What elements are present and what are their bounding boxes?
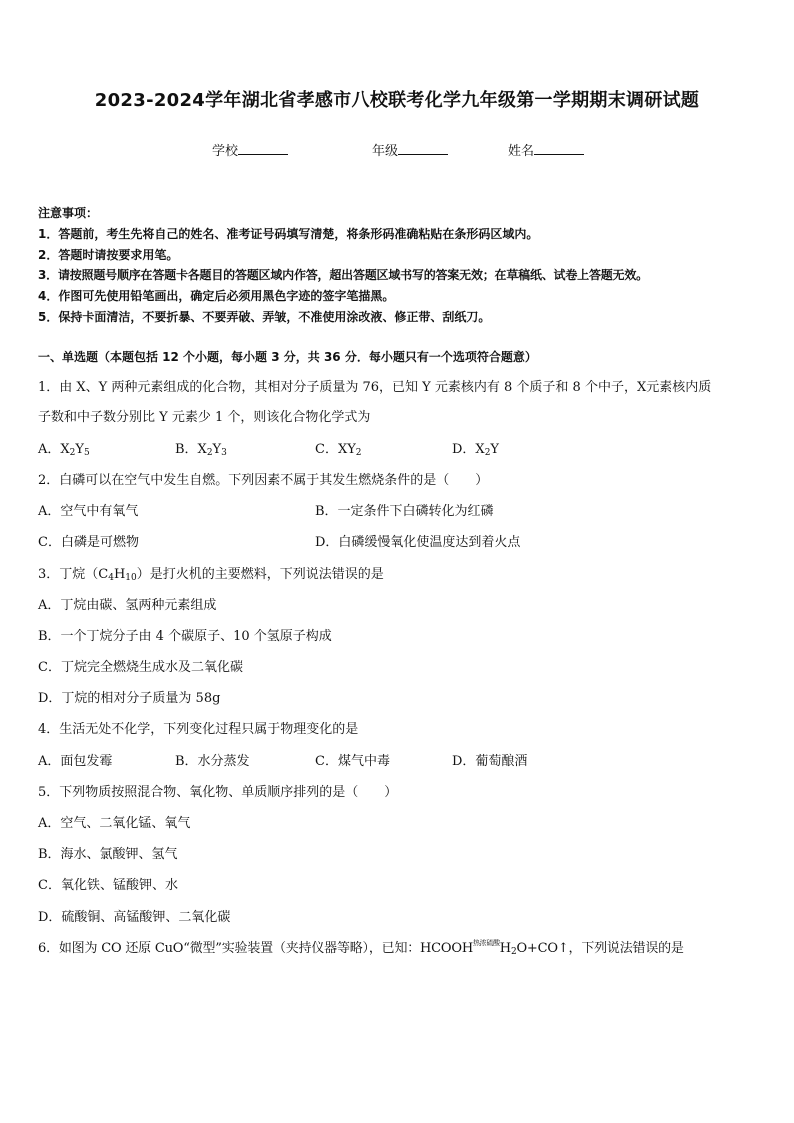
note-item: 1．答题前，考生先将自己的姓名、准考证号码填写清楚，将条形码准确粘贴在条形码区域内。 [38,227,539,241]
question-1-stem-cont: 子数和中子数分别比 Y 元素少 1 个，则该化合物化学式为 [38,410,371,425]
q2-option-a[interactable]: A．空气中有氧气 [38,504,139,519]
note-item: 3．请按照题号顺序在答题卡各题目的答题区域内作答，超出答题区域书写的答案无效；在草稿纸、试卷上答题无效。 [38,268,648,282]
question-6-stem: 6．如图为 CO 还原 CuO“微型”实验装置（夹持仪器等略），已知：$HCOOH^{热浓硫酸}H_2O+CO↑$，下列说法错误的是 [38,939,684,957]
grade-blank[interactable] [398,142,448,155]
q4-option-b[interactable]: B．水分蒸发 [175,754,250,769]
note-item: 2．答题时请按要求用笔。 [38,248,179,262]
q3-option-a[interactable]: A．丁烷由碳、氢两种元素组成 [38,598,217,613]
school-blank[interactable] [238,142,288,155]
section-heading: 一、单选题（本题包括 12 个小题，每小题 3 分，共 36 分．每小题只有一个选项符合题意） [38,350,537,364]
question-2-stem: 2．白磷可以在空气中发生自燃。下列因素不属于其发生燃烧条件的是（ ） [38,473,489,488]
q2-option-b[interactable]: B．一定条件下白磷转化为红磷 [315,504,494,519]
q3-option-d[interactable]: D．丁烷的相对分子质量为 58g [38,691,221,706]
q1-option-b[interactable]: B．$X_2Y_3$ [175,442,227,458]
name-label: 姓名 [508,144,535,159]
question-5-stem: 5．下列物质按照混合物、氧化物、单质顺序排列的是（ ） [38,785,398,800]
q4-option-d[interactable]: D．葡萄酿酒 [452,754,528,769]
q5-option-a[interactable]: A．空气、二氧化锰、氧气 [38,816,191,831]
school-label: 学校 [212,144,239,159]
q1-option-d[interactable]: D．$X_2Y$ [452,442,500,458]
q1-option-a[interactable]: A．$X_2Y_5$ [38,442,90,458]
grade-field[interactable] [372,140,448,159]
q5-option-c[interactable]: C．氧化铁、锰酸钾、水 [38,878,178,893]
question-3-stem: 3．丁烷$(C_4H_{10})$是打火机的主要燃料，下列说法错误的是 [38,567,384,583]
note-item: 5．保持卡面清洁，不要折暴、不要弄破、弄皱，不准使用涂改液、修正带、刮纸刀。 [38,310,491,324]
notes-title: 注意事项： [38,206,99,220]
q3-option-c[interactable]: C．丁烷完全燃烧生成水及二氧化碳 [38,660,243,675]
q2-option-c[interactable]: C．白磷是可燃物 [38,535,139,550]
name-field[interactable] [508,140,584,159]
q4-option-a[interactable]: A．面包发霉 [38,754,113,769]
q5-option-d[interactable]: D．硫酸铜、高锰酸钾、二氧化碳 [38,910,231,925]
note-item: 4．作图可先使用铅笔画出，确定后必须用黑色字迹的签字笔描黑。 [38,289,395,303]
q5-option-b[interactable]: B．海水、氯酸钾、氢气 [38,847,178,862]
reaction-condition: 热浓硫酸 [472,939,500,947]
q3-option-b[interactable]: B．一个丁烷分子由 4 个碳原子、10 个氢原子构成 [38,629,332,644]
q1-option-c[interactable]: C．$XY_2$ [315,442,362,458]
question-4-stem: 4．生活无处不化学，下列变化过程只属于物理变化的是 [38,722,359,737]
page-title: 2023-2024学年湖北省孝感市八校联考化学九年级第一学期期末调研试题 [94,90,700,111]
name-blank[interactable] [534,142,584,155]
school-field[interactable] [212,140,288,159]
q2-option-d[interactable]: D．白磷缓慢氧化使温度达到着火点 [315,535,521,550]
grade-label: 年级 [372,144,399,159]
q4-option-c[interactable]: C．煤气中毒 [315,754,390,769]
question-1-stem: 1．由 X、Y 两种元素组成的化合物，其相对分子质量为 76，已知 Y 元素核内有 8 个质子和 8 个中子，X元素核内质 [38,380,712,395]
